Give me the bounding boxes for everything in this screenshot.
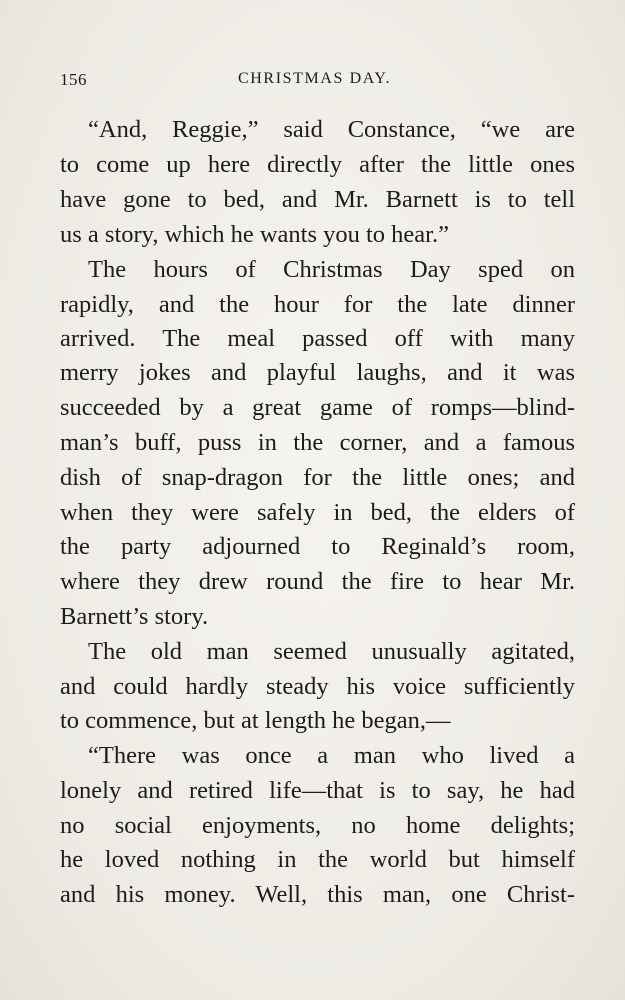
text-line: rapidly, and the hour for the late dinner: [60, 291, 575, 318]
text-line: where they drew round the fire to hear Mr.: [60, 568, 575, 595]
text-line: lonely and retired life—that is to say, he had: [60, 777, 575, 804]
text-line: the party adjourned to Reginald’s room,: [60, 533, 575, 560]
text-line: merry jokes and playful laughs, and it was: [60, 359, 575, 386]
page-header: [60, 70, 575, 94]
text-line: have gone to bed, and Mr. Barnett is to tell: [60, 186, 575, 213]
text-line: The old man seemed unusually agitated,: [88, 638, 575, 665]
text-line: The hours of Christmas Day sped on: [88, 256, 575, 283]
text-line: “And, Reggie,” said Constance, “we are: [88, 116, 575, 143]
text-line: dish of snap-dragon for the little ones; and: [60, 464, 575, 491]
running-head: CHRISTMAS DAY.: [238, 70, 392, 87]
text-line: to come up here directly after the little ones: [60, 151, 575, 178]
text-line: “There was once a man who lived a: [88, 742, 575, 769]
text-line: and could hardly steady his voice sufficiently: [60, 673, 575, 700]
text-line: no social enjoyments, no home delights;: [60, 812, 575, 839]
text-line: Barnett’s story.: [60, 603, 209, 630]
text-line: succeeded by a great game of romps—blind-: [60, 394, 575, 421]
text-line: us a story, which he wants you to hear.”: [60, 221, 449, 248]
text-line: arrived. The meal passed off with many: [60, 325, 575, 352]
text-line: he loved nothing in the world but himself: [60, 846, 575, 873]
text-line: man’s buff, puss in the corner, and a famous: [60, 429, 575, 456]
text-line: when they were safely in bed, the elders of: [60, 499, 575, 526]
text-line: to commence, but at length he began,—: [60, 707, 451, 734]
text-line: and his money. Well, this man, one Christ-: [60, 881, 575, 908]
page-number: 156: [60, 70, 87, 89]
